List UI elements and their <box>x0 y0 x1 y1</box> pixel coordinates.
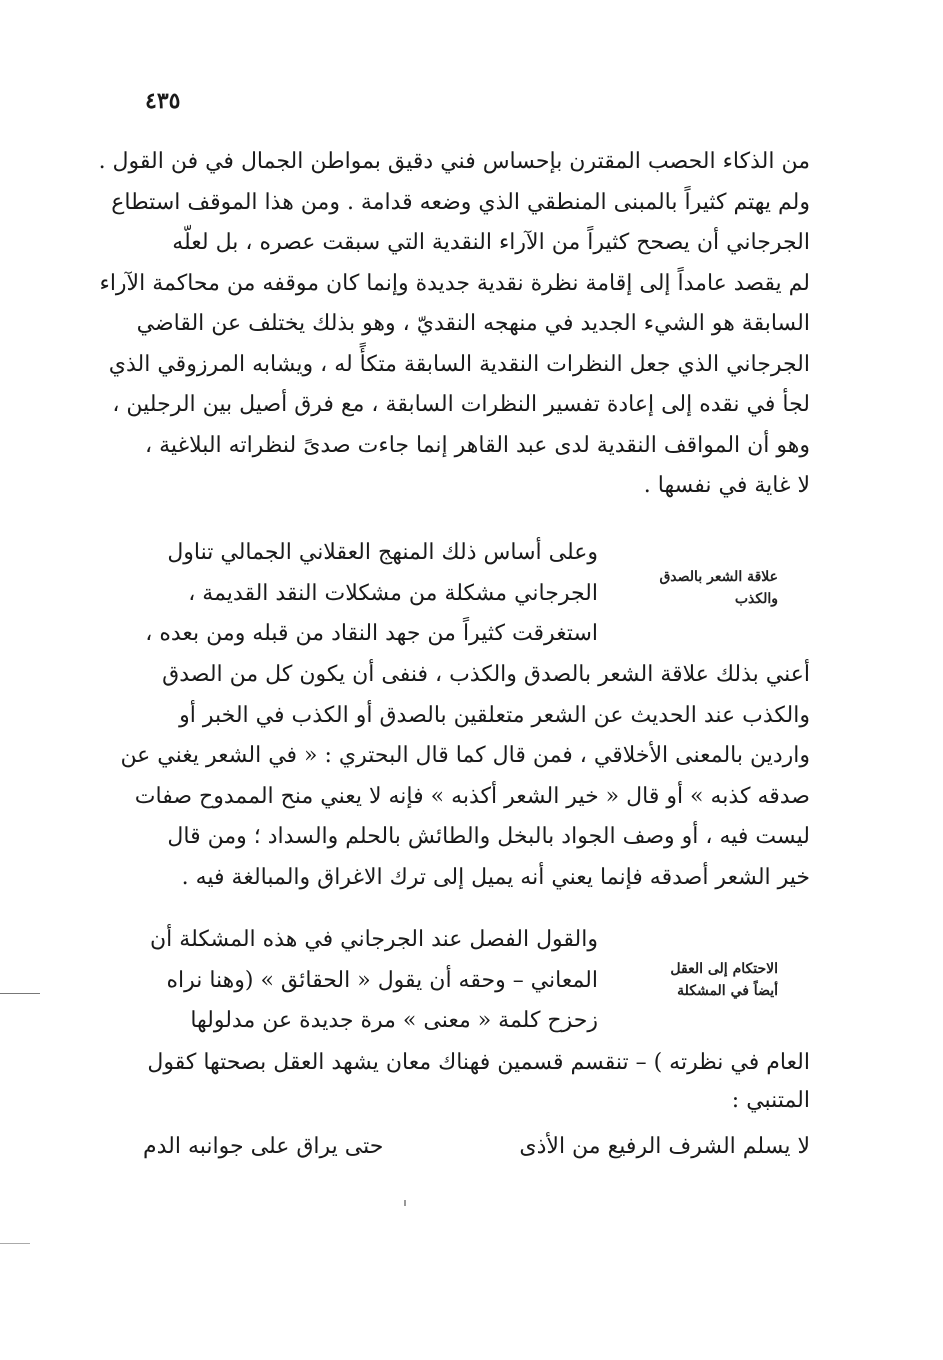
page-number: ٤٣٥ <box>145 88 181 114</box>
verse <box>143 1134 810 1174</box>
paragraph-3-body <box>143 1044 810 1120</box>
margin-rule <box>0 993 40 994</box>
text-line: المتنبي : <box>731 1088 810 1113</box>
paragraph-3-intro <box>143 920 598 1042</box>
side-note-line: أيضاً في المشكلة <box>677 983 778 999</box>
text-line: خير الشعر أصدقه فإنما يعني أنه يميل إلى ترك الاغراق والمبالغة فيه . <box>181 864 810 890</box>
text-line: الجرجاني الذي جعل النظرات النقدية السابقة متكأً له ، ويشابه المرزوقي الذي <box>108 351 810 377</box>
text-line: لا غاية في نفسها . <box>643 473 810 498</box>
paragraph-2-intro <box>143 533 598 655</box>
verse-hemistich-2: حتى يراق على جوانبه الدم <box>143 1134 384 1159</box>
verse-hemistich-1: لا يسلم الشرف الرفيع من الأذى <box>519 1134 810 1159</box>
side-note-truth-and-falsehood <box>650 566 778 610</box>
text-line: وعلى أساس ذلك المنهج العقلاني الجمالي تناول <box>167 540 598 565</box>
text-line: من الذكاء الحصب المقترن بإحساس فني دقيق بمواطن الجمال في فن القول . <box>98 149 810 174</box>
text-line: لم يقصد عامداً إلى إقامة نظرة نقدية جديدة وإنما كان موقفه من محاكمة الآراء <box>99 270 810 296</box>
text-line: ولم يهتم كثيراً بالمبنى المنطقي الذي وضعه قدامة . ومن هذا الموقف استطاع <box>111 189 810 215</box>
text-line: لجأ في نقده إلى إعادة تفسير النظرات السابقة ، مع فرق أصيل بين الرجلين ، <box>112 392 810 417</box>
text-line: ليست فيه ، أو وصف الجواد بالبخل والطائش بالحلم والسداد ؛ ومن قال <box>167 824 810 849</box>
text-line: والقول الفصل عند الجرجاني في هذه المشكلة أن <box>150 927 598 952</box>
text-line: استغرقت كثيراً من جهد النقاد من قبله ومن بعده ، <box>145 621 598 646</box>
side-note-reason-arbitration <box>650 958 778 1002</box>
text-line: الجرجاني أن يصحح كثيراً من الآراء النقدية التي سبقت عصره ، بل لعلّه <box>172 230 810 255</box>
text-line: السابقة هو الشيء الجديد في منهجه النقديّ ، وهو بذلك يختلف عن القاضي <box>136 311 810 336</box>
text-line: وهو أن المواقف النقدية لدى عبد القاهر إنما جاءت صدىً لنظراته البلاغية ، <box>145 432 810 458</box>
margin-rule <box>0 1243 30 1244</box>
scan-speck <box>404 1200 406 1206</box>
text-line: والكذب عند الحديث عن الشعر متعلقين بالصدق أو الكذب في الخبر أو <box>179 702 810 728</box>
text-line: زحزح كلمة « معنى » مرة جديدة عن مدلولها <box>190 1008 598 1033</box>
text-line: أعني بذلك علاقة الشعر بالصدق والكذب ، فنفى أن يكون كل من الصدق <box>162 662 810 687</box>
text-line: المعاني – وحقه أن يقول « الحقائق » (وهنا نراه <box>166 967 598 993</box>
text-line: صدقه كذبه » أو قال « خير الشعر أكذبه » فإنه لا يعني منح الممدوح صفات <box>134 783 810 809</box>
paragraph-2-body <box>120 655 810 898</box>
side-note-line: الاحتكام إلى العقل <box>670 961 778 977</box>
side-note-line: والكذب <box>734 591 778 607</box>
paragraph-1 <box>98 142 810 507</box>
text-line: العام في نظرته ) – تنقسم قسمين فهناك معان يشهد العقل بصحتها كقول <box>147 1050 810 1075</box>
text-line: الجرجاني مشكلة من مشكلات النقد القديمة ، <box>188 580 598 606</box>
side-note-line: علاقة الشعر بالصدق <box>659 569 778 585</box>
text-line: واردين بالمعنى الأخلاقي ، فمن قال كما قال البحتري : « في الشعر يغني عن <box>120 743 810 768</box>
